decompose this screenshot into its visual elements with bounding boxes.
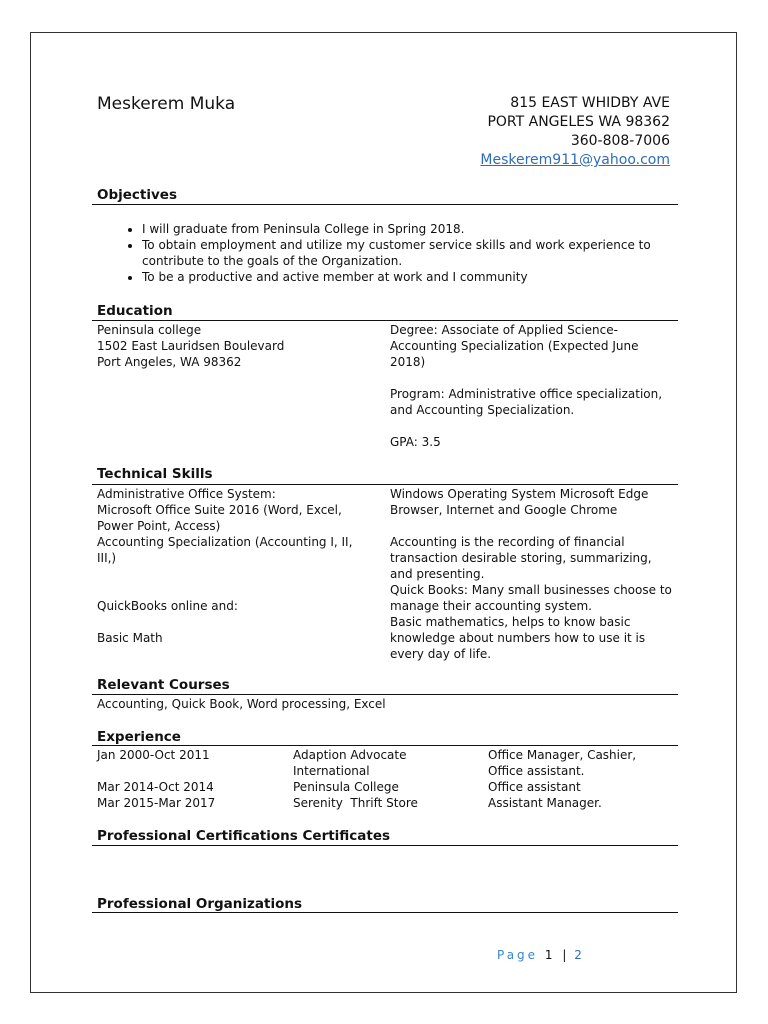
certifications-heading: Professional Certifications Certificates [97,828,391,844]
certifications-rule [92,845,678,846]
school-street: 1502 East Lauridsen Boulevard [97,339,285,353]
skills-left-column [97,486,367,646]
objectives-heading: Objectives [97,187,177,203]
skill-admin-office: Administrative Office System: [97,487,276,501]
page-separator: | [562,948,568,962]
relevant-courses-rule [92,694,678,695]
skills-right-column [390,486,675,662]
objective-item: • To obtain employment and utilize my customer service skills and work experience to contribute to the goals of the Organization. [142,237,702,269]
experience-date: Jan 2000-Oct 2011 [97,748,210,762]
degree-text: Degree: Associate of Applied Science- Accounting Specialization (Expected June 2018) [390,323,639,369]
school-city: Port Angeles, WA 98362 [97,355,242,369]
experience-rule [92,745,678,746]
skill-accounting: Accounting Specialization (Accounting I, II, III,) [97,535,353,565]
experience-date: Mar 2015-Mar 2017 [97,796,216,810]
education-rule [92,320,678,321]
relevant-courses-heading: Relevant Courses [97,677,230,693]
skill-quickbooks-desc: Quick Books: Many small businesses choose to manage their accounting system. [390,583,672,613]
organizations-rule [92,912,678,913]
experience-employer: Adaption Advocate International [293,748,407,778]
phone-number: 360-808-7006 [570,133,670,149]
skill-basic-math: Basic Math [97,631,163,645]
skill-math-desc: Basic mathematics, helps to know basic knowledge about numbers how to use it is every day of life. [390,615,646,661]
skill-quickbooks: QuickBooks online and: [97,599,238,613]
relevant-courses-text: Accounting, Quick Book, Word processing, Excel [97,697,386,711]
experience-heading: Experience [97,729,181,745]
experience-role: Office Manager, Cashier, Office assistant. [488,748,637,778]
skill-ms-office: Microsoft Office Suite 2016 (Word, Excel, Power Point, Access) [97,503,342,533]
technical-skills-heading: Technical Skills [97,466,213,482]
gpa-text: GPA: 3.5 [390,435,441,449]
email-link[interactable]: Meskerem911@yahoo.com [480,152,670,168]
school-name: Peninsula college [97,323,202,337]
objective-item: • I will graduate from Peninsula College in Spring 2018. [142,221,702,237]
objectives-rule [92,204,678,205]
technical-skills-rule [92,484,678,485]
experience-role: Assistant Manager. [488,796,602,810]
address-line-2: PORT ANGELES WA 98362 [487,114,670,130]
program-text: Program: Administrative office specialization, and Accounting Specialization. [390,387,663,417]
education-details [390,322,670,450]
experience-date: Mar 2014-Oct 2014 [97,780,214,794]
applicant-name: Meskerem Muka [97,94,236,114]
experience-employer: Peninsula College [293,780,399,794]
objectives-list [97,221,702,285]
education-heading: Education [97,303,173,319]
page-total: 2 [574,948,585,962]
organizations-heading: Professional Organizations [97,896,302,912]
experience-role: Office assistant [488,780,581,794]
page-footer [497,948,585,962]
skill-windows-desc: Windows Operating System Microsoft Edge Browser, Internet and Google Chrome [390,487,649,517]
contact-block [480,94,670,170]
experience-employer: Serenity Thrift Store [293,796,418,810]
objective-item: • To be a productive and active member at work and I community [142,269,702,285]
page-label: Page [497,948,539,962]
education-school [97,322,377,370]
page-number: 1 [544,948,556,962]
skill-accounting-desc: Accounting is the recording of financial transaction desirable storing, summarizing, and presenting. [390,535,652,581]
address-line-1: 815 EAST WHIDBY AVE [510,95,670,111]
